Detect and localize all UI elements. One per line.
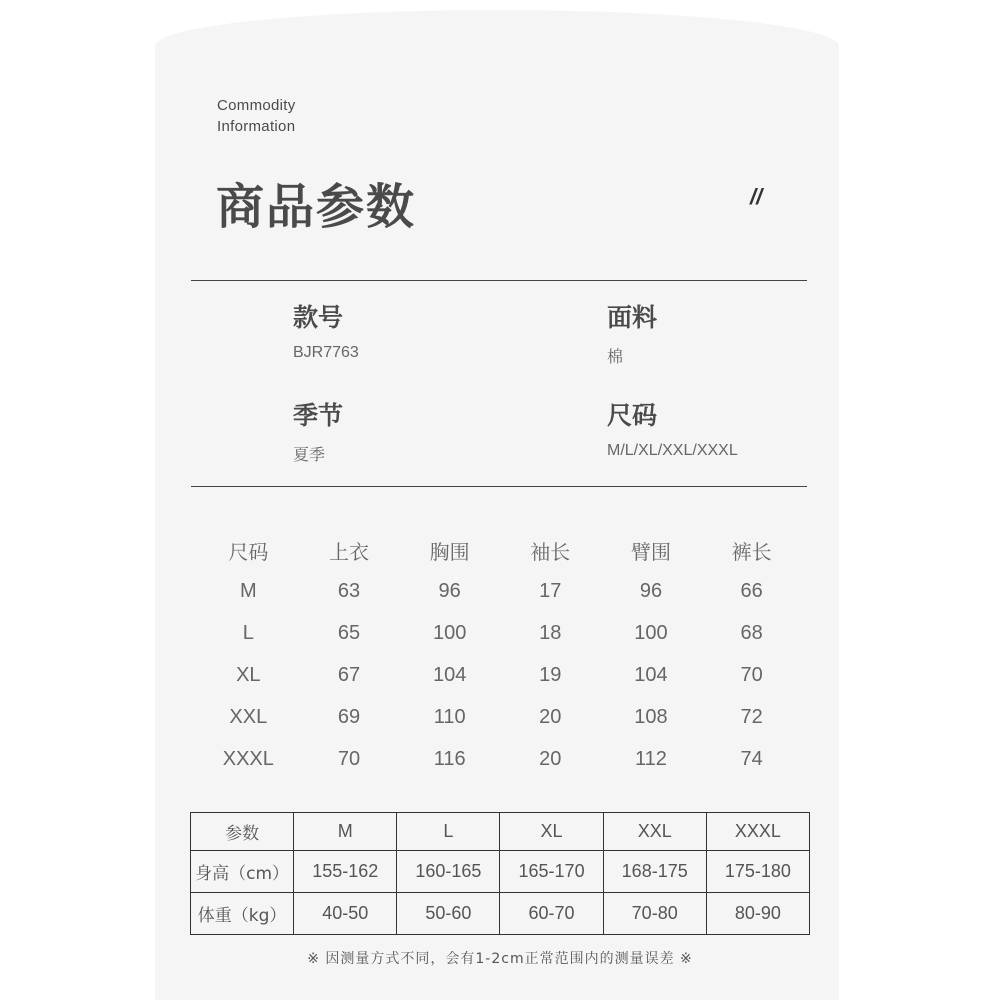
column-header: 裤长 xyxy=(731,539,772,564)
table-cell: XL xyxy=(236,663,261,686)
table-cell: 160-165 xyxy=(397,851,500,893)
table-cell: 96 xyxy=(438,579,461,602)
table-cell: 50-60 xyxy=(397,893,500,935)
table-cell: M xyxy=(239,579,257,602)
table-cell: 175-180 xyxy=(706,851,809,893)
fit-guide-table xyxy=(190,812,810,935)
column-header: 上衣 xyxy=(328,539,369,564)
param-label: 尺码 xyxy=(607,401,658,430)
param-style-number xyxy=(293,298,359,362)
eyebrow-line-2: Information xyxy=(217,118,296,135)
param-value: 夏季 xyxy=(293,447,326,464)
table-cell: 165-170 xyxy=(500,851,603,893)
table-cell: 110 xyxy=(433,705,466,728)
column-header: XXXL xyxy=(706,813,809,851)
table-cell: 40-50 xyxy=(294,893,397,935)
table-row xyxy=(198,654,802,696)
table-row xyxy=(198,570,802,612)
table-cell: 116 xyxy=(433,747,466,770)
param-label: 面料 xyxy=(607,303,658,332)
column-header: L xyxy=(397,813,500,851)
param-season xyxy=(293,396,343,465)
eyebrow-line-1: Commodity xyxy=(217,97,296,114)
table-cell: XXXL xyxy=(222,747,274,770)
table-cell: 68 xyxy=(740,621,763,644)
table-cell: 70-80 xyxy=(603,893,706,935)
column-header: 尺码 xyxy=(228,539,269,564)
table-header-row xyxy=(191,813,810,851)
param-sizes xyxy=(607,396,738,460)
table-cell: 66 xyxy=(740,579,763,602)
table-cell: 63 xyxy=(337,579,361,602)
table-cell: 155-162 xyxy=(294,851,397,893)
column-header: XL xyxy=(500,813,603,851)
table-cell: 104 xyxy=(634,663,668,686)
column-header: M xyxy=(294,813,397,851)
table-row xyxy=(198,696,802,738)
row-header: 身高（cm） xyxy=(191,851,294,893)
table-cell: 108 xyxy=(634,705,668,728)
divider-bottom xyxy=(191,486,807,487)
size-chart-table xyxy=(198,530,802,780)
param-label: 款号 xyxy=(293,303,344,332)
table-cell: 19 xyxy=(539,663,562,686)
column-header: XXL xyxy=(603,813,706,851)
table-cell: 20 xyxy=(539,705,562,728)
table-header-row xyxy=(198,530,802,570)
measurement-footnote: ※ 因测量方式不同，会有1-2cm正常范围内的测量误差 ※ xyxy=(307,951,693,967)
table-cell: 168-175 xyxy=(603,851,706,893)
slash-ornament: // xyxy=(750,184,763,209)
table-row xyxy=(191,893,810,935)
table-cell: 96 xyxy=(639,579,663,602)
table-cell: 72 xyxy=(740,705,763,728)
column-header: 袖长 xyxy=(530,539,571,564)
page-title: 商品参数 xyxy=(216,179,417,235)
table-row xyxy=(198,738,802,780)
table-cell: 17 xyxy=(539,579,562,602)
table-row xyxy=(198,612,802,654)
table-cell: 65 xyxy=(337,621,361,644)
param-value: BJR7763 xyxy=(293,344,359,361)
table-cell: L xyxy=(242,621,254,644)
table-cell: 20 xyxy=(539,747,562,770)
table-cell: 70 xyxy=(740,663,763,686)
param-value: 棉 xyxy=(607,349,624,366)
param-value: M/L/XL/XXL/XXXL xyxy=(607,442,738,459)
column-header: 胸围 xyxy=(429,539,470,564)
table-cell: 74 xyxy=(740,747,763,770)
table-cell: 80-90 xyxy=(706,893,809,935)
table-cell: XXL xyxy=(229,705,268,728)
table-cell: 60-70 xyxy=(500,893,603,935)
table-cell: 104 xyxy=(432,663,467,686)
table-cell: 112 xyxy=(635,747,667,770)
section-eyebrow xyxy=(217,95,296,137)
param-fabric xyxy=(607,298,657,367)
row-header: 体重（kg） xyxy=(191,893,294,935)
divider-top xyxy=(191,280,807,281)
table-cell: 70 xyxy=(337,747,361,770)
table-cell: 67 xyxy=(337,663,361,686)
table-cell: 100 xyxy=(634,621,668,644)
table-cell: 100 xyxy=(432,621,467,644)
param-label: 季节 xyxy=(293,401,344,430)
table-row xyxy=(191,851,810,893)
table-cell: 18 xyxy=(539,621,562,644)
column-header: 臂围 xyxy=(630,539,671,564)
table-cell: 69 xyxy=(337,705,361,728)
column-header: 参数 xyxy=(191,813,294,851)
